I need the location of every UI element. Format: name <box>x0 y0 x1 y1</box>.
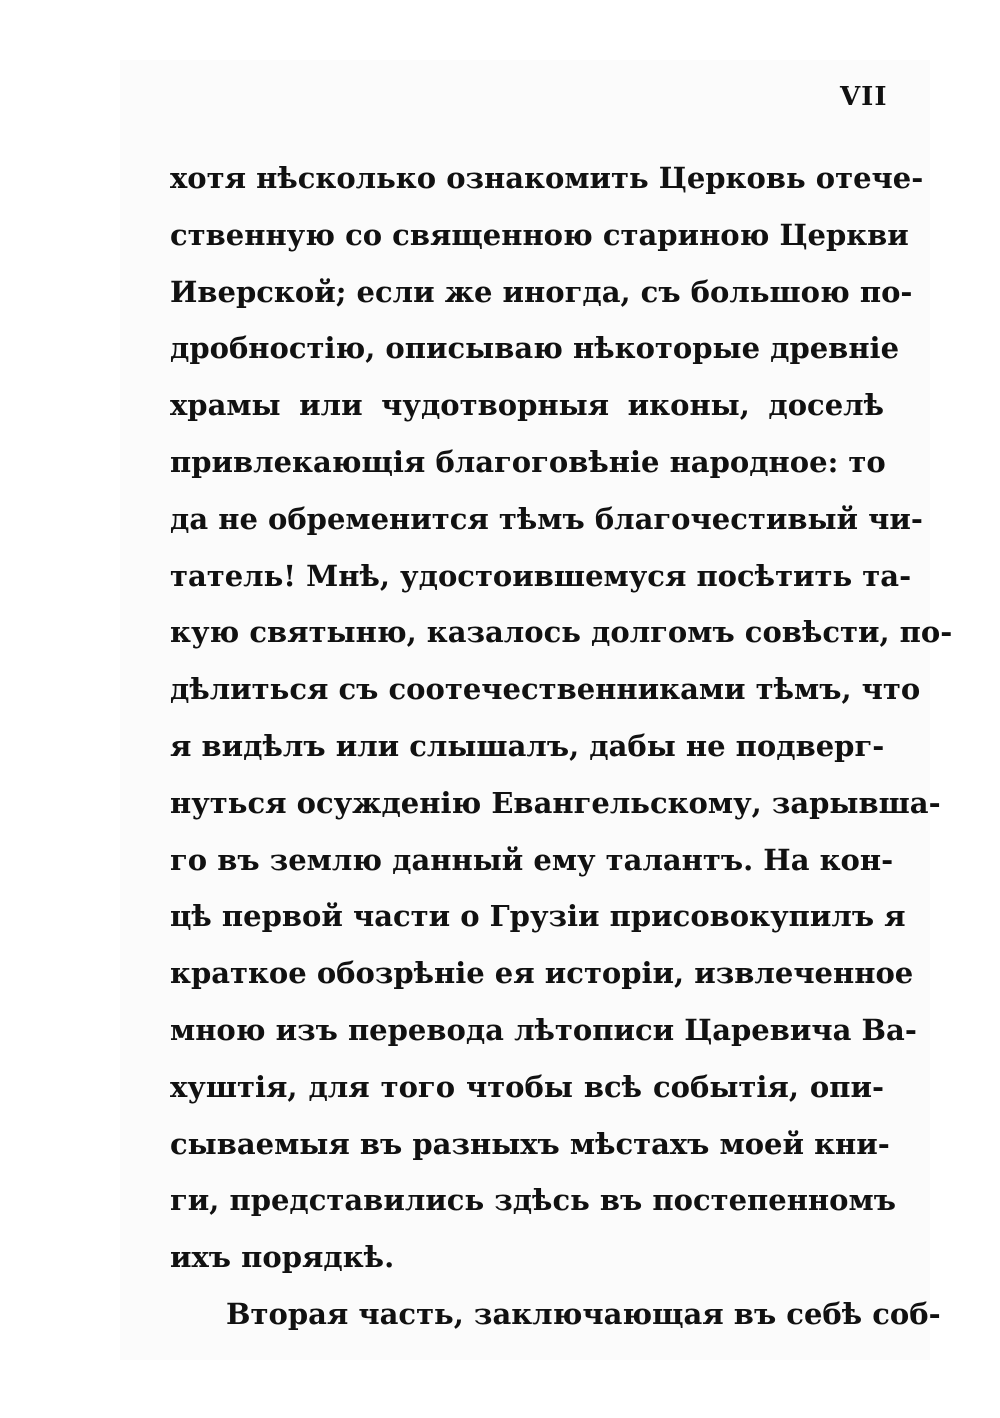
text-line: ственную со священною стариною Церкви <box>170 217 909 252</box>
text-line: дробностію, описываю нѣкоторые древніе <box>170 331 900 366</box>
text-line: кую святыню, казалось долгомъ совѣсти, по- <box>170 615 953 650</box>
text-line: дѣлиться съ соотечественниками тѣмъ, что <box>170 672 921 707</box>
text-line: сываемыя въ разныхъ мѣстахъ моей кни- <box>170 1126 890 1161</box>
text-line: Вторая часть, заключающая въ себѣ соб- <box>226 1296 941 1331</box>
text-line: привлекающія благоговѣніе народное: то <box>170 444 886 479</box>
paragraph-1 <box>170 150 953 1286</box>
text-line: краткое обозрѣніе ея исторіи, извлеченное <box>170 956 914 991</box>
text-line: нуться осужденію Евангельскому, зарывша- <box>170 785 941 820</box>
page-number: VII <box>840 82 888 112</box>
paragraph-2 <box>170 1286 941 1343</box>
text-line: хотя нѣсколько ознакомить Церковь отече- <box>170 161 924 195</box>
text-line: хуштія, для того чтобы всѣ событія, опи- <box>170 1069 884 1104</box>
text-line: татель! Мнѣ, удостоившемуся посѣтить та- <box>170 558 912 593</box>
text-line: да не обременится тѣмъ благочестивый чи- <box>170 501 923 536</box>
text-line: го въ землю данный ему талантъ. На кон- <box>170 842 894 877</box>
text-line: ихъ порядкѣ. <box>170 1240 395 1275</box>
text-line: мною изъ перевода лѣтописи Царевича Ва- <box>170 1012 917 1047</box>
text-line: я видѣлъ или слышалъ, дабы не подверг- <box>170 728 885 763</box>
text-line: Иверской; если же иногда, съ большою по- <box>170 274 913 309</box>
text-line: ги, представились здѣсь въ постепенномъ <box>170 1183 896 1218</box>
text-line: храмы или чудотворныя иконы, доселѣ <box>170 388 884 423</box>
body-text <box>170 150 953 1343</box>
text-line: цѣ первой части о Грузіи присовокупилъ я <box>170 899 906 934</box>
